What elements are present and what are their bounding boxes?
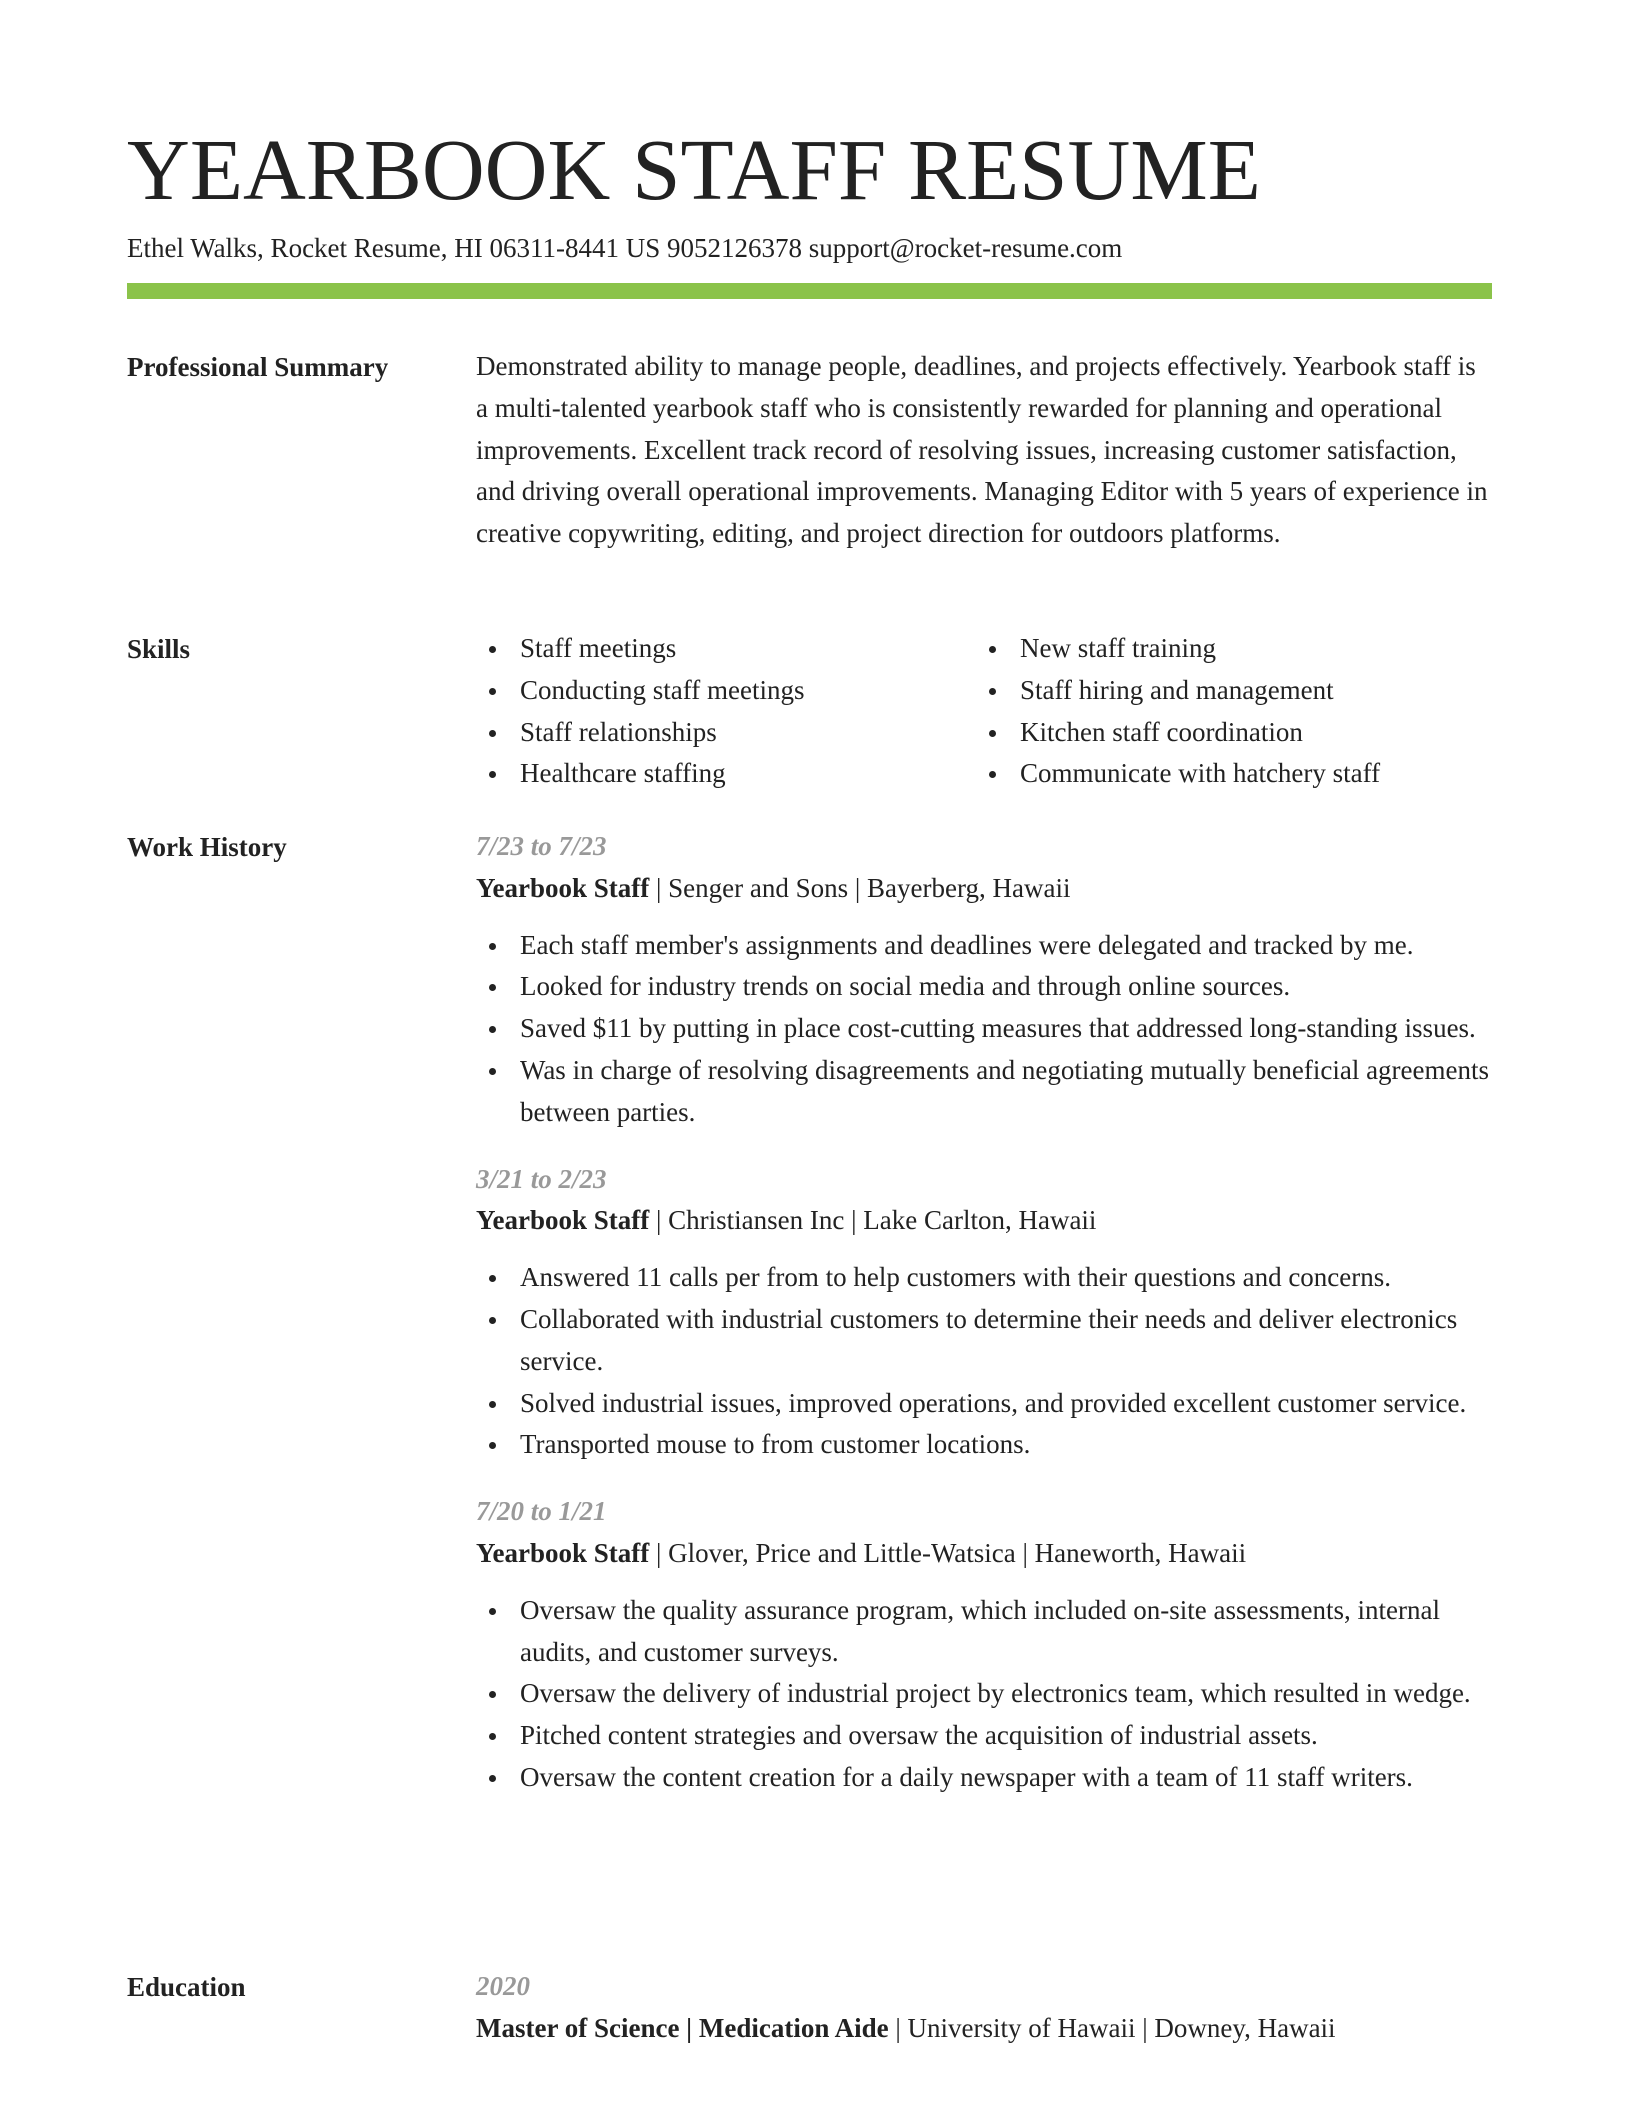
summary-body — [476, 346, 1492, 555]
job-dates: 7/20 to 1/21 — [476, 1496, 607, 1527]
education-body — [476, 1966, 1492, 2050]
job-bullet: Transported mouse to from customer locations. — [476, 1424, 1492, 1466]
education-title-line — [476, 2008, 1492, 2050]
skills-body — [476, 628, 1492, 795]
job-bullet: Each staff member's assignments and deadlines were delegated and tracked by me. — [476, 925, 1492, 967]
work-history-body — [476, 826, 1492, 1824]
job-title-line — [476, 1200, 1492, 1242]
skills-list-right — [976, 628, 1476, 795]
skills-heading: Skills — [127, 634, 191, 664]
job-title: Yearbook Staff — [476, 1537, 650, 1568]
job-bullet: Oversaw the content creation for a daily newspaper with a team of 11 staff writers. — [476, 1757, 1492, 1799]
job-details: Christiansen Inc | Lake Carlton, Hawaii — [668, 1205, 1097, 1236]
job-title: Yearbook Staff — [476, 1205, 650, 1236]
job-title-line — [476, 868, 1492, 910]
job-bullets — [476, 1257, 1492, 1466]
education-separator: | — [888, 2012, 908, 2043]
skill-item: Staff relationships — [476, 712, 976, 754]
education-heading: Education — [127, 1972, 246, 2002]
job-dates: 7/23 to 7/23 — [476, 831, 607, 861]
skill-item: Staff meetings — [476, 628, 976, 670]
education-degree: Master of Science | Medication Aide — [476, 2012, 889, 2043]
job-separator: | — [649, 872, 669, 903]
job-details: Glover, Price and Little-Watsica | Haneworth, Hawaii — [668, 1537, 1247, 1568]
skill-item: Kitchen staff coordination — [976, 712, 1476, 754]
job-bullet: Collaborated with industrial customers to determine their needs and deliver electronics service. — [476, 1299, 1492, 1383]
summary-heading: Professional Summary — [127, 352, 389, 382]
education-details: University of Hawaii | Downey, Hawaii — [907, 2012, 1336, 2043]
skill-item: Staff hiring and management — [976, 670, 1476, 712]
job-entry — [476, 1159, 1492, 1467]
summary-text: Demonstrated ability to manage people, deadlines, and projects effectively. Yearbook staff is a multi-talented yearbook staff who is consistently rewarded for planning and operational improvements. Excellent track record of resolving issues, increasing customer satisfaction, and driving overall operational improvements. Managing Editor with 5 years of experience in creative copywriting, editing, and project direction for outdoors platforms. — [476, 351, 1488, 549]
job-bullet: Answered 11 calls per from to help customers with their questions and concerns. — [476, 1257, 1492, 1299]
skill-item: Healthcare staffing — [476, 753, 976, 795]
job-entry — [476, 826, 1492, 1134]
header-divider — [127, 283, 1492, 299]
skills-list-left — [476, 628, 976, 795]
job-separator: | — [649, 1537, 669, 1568]
job-details: Senger and Sons | Bayerberg, Hawaii — [668, 872, 1071, 903]
job-bullets — [476, 925, 1492, 1134]
job-bullet: Saved $11 by putting in place cost-cutting measures that addressed long-standing issues. — [476, 1008, 1492, 1050]
job-bullet: Pitched content strategies and oversaw the acquisition of industrial assets. — [476, 1715, 1492, 1757]
job-bullet: Solved industrial issues, improved operations, and provided excellent customer service. — [476, 1383, 1492, 1425]
skill-item: New staff training — [976, 628, 1476, 670]
job-bullet: Looked for industry trends on social media and through online sources. — [476, 966, 1492, 1008]
job-bullet: Oversaw the quality assurance program, which included on-site assessments, internal audits, and customer surveys. — [476, 1590, 1492, 1674]
job-bullet: Oversaw the delivery of industrial project by electronics team, which resulted in wedge. — [476, 1673, 1492, 1715]
job-bullet: Was in charge of resolving disagreements and negotiating mutually beneficial agreements between parties. — [476, 1050, 1492, 1134]
work-history-heading: Work History — [127, 832, 287, 862]
job-title: Yearbook Staff — [476, 872, 650, 903]
job-separator: | — [649, 1205, 669, 1236]
skill-item: Conducting staff meetings — [476, 670, 976, 712]
contact-line: Ethel Walks, Rocket Resume, HI 06311-8441 US 9052126378 support@rocket-resume.com — [127, 233, 1123, 263]
skill-item: Communicate with hatchery staff — [976, 753, 1476, 795]
job-title-line — [476, 1533, 1492, 1575]
job-dates: 3/21 to 2/23 — [476, 1163, 607, 1194]
resume-title: YEARBOOK STAFF RESUME — [127, 121, 1261, 218]
skills-columns — [476, 628, 1492, 795]
job-entry — [476, 1491, 1492, 1799]
education-year: 2020 — [476, 1971, 530, 2001]
job-bullets — [476, 1590, 1492, 1799]
